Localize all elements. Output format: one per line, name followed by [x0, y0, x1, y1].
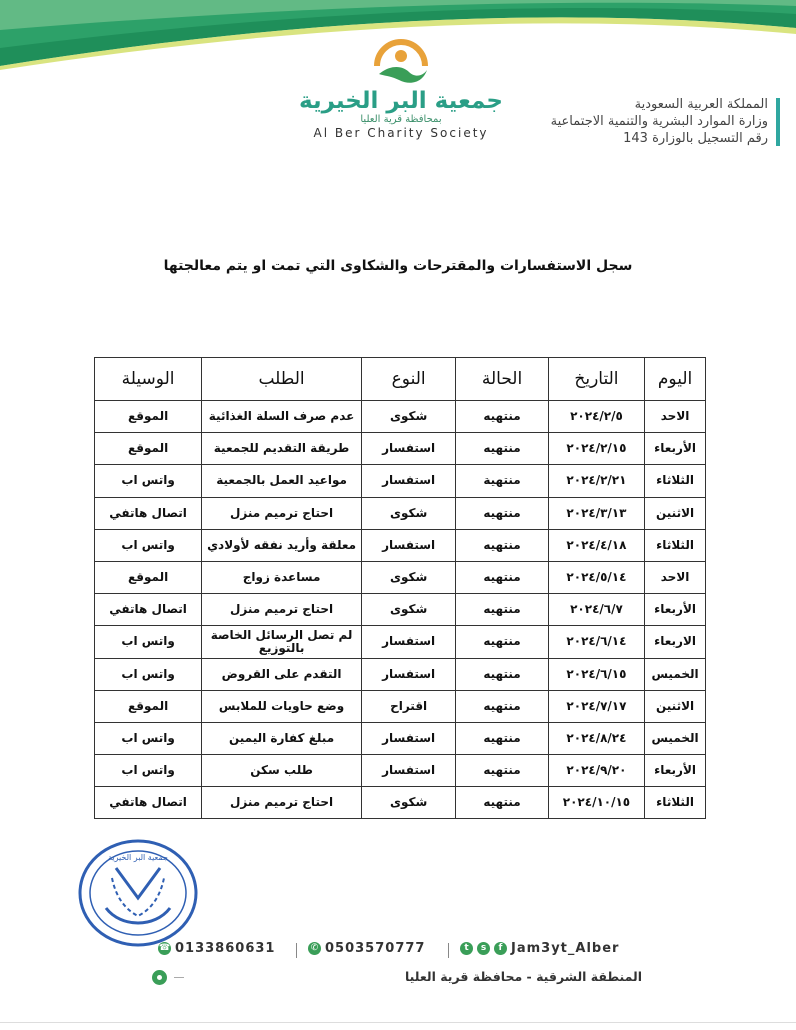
cell-type: استفسار	[361, 722, 455, 754]
cell-day: الأربعاء	[645, 433, 706, 465]
cell-request: طريقة التقديم للجمعية	[202, 433, 362, 465]
cell-day: الثلاثاء	[645, 465, 706, 497]
cell-status: منتهيه	[456, 433, 549, 465]
cell-type: شكوى	[361, 787, 455, 819]
header-request: الطلب	[202, 358, 362, 401]
table-row	[95, 465, 706, 497]
footer-divider	[174, 977, 184, 978]
cell-date: ٢٠٢٤/٦/١٥	[548, 658, 644, 690]
logo-english-name: Al Ber Charity Society	[313, 126, 489, 140]
header-channel: الوسيلة	[95, 358, 202, 401]
logo-emblem-icon	[369, 36, 433, 86]
cell-type: استفسار	[361, 465, 455, 497]
cell-day: الاربعاء	[645, 626, 706, 658]
table-header-row	[95, 358, 706, 401]
table-row	[95, 529, 706, 561]
cell-day: الخميس	[645, 722, 706, 754]
cell-status: منتهيه	[456, 626, 549, 658]
cell-request: مواعيد العمل بالجمعية	[202, 465, 362, 497]
cell-status: منتهيه	[456, 690, 549, 722]
stamp-text: جمعية البر الخيرية	[108, 853, 168, 862]
table-row	[95, 690, 706, 722]
charity-logo	[296, 36, 506, 154]
cell-day: الأربعاء	[645, 594, 706, 626]
cell-request: احتاج ترميم منزل	[202, 497, 362, 529]
table-row	[95, 658, 706, 690]
region-address: المنطقة الشرقية - محافظة قرية العليا	[404, 969, 642, 984]
ministry-info	[551, 96, 768, 147]
cell-channel: الموقع	[95, 690, 202, 722]
cell-channel: اتصال هاتفي	[95, 594, 202, 626]
cell-status: منتهيه	[456, 529, 549, 561]
header-date: التاريخ	[548, 358, 644, 401]
cell-request: مبلغ كفارة اليمين	[202, 722, 362, 754]
cell-type: استفسار	[361, 433, 455, 465]
cell-date: ٢٠٢٤/٤/١٨	[548, 529, 644, 561]
cell-status: منتهيه	[456, 497, 549, 529]
cell-request: احتاج ترميم منزل	[202, 787, 362, 819]
inquiries-table	[94, 357, 706, 819]
cell-status: منتهية	[456, 465, 549, 497]
cell-status: منتهيه	[456, 401, 549, 433]
cell-type: استفسار	[361, 755, 455, 787]
cell-date: ٢٠٢٤/٢/١٥	[548, 433, 644, 465]
cell-day: الثلاثاء	[645, 529, 706, 561]
cell-date: ٢٠٢٤/٩/٢٠	[548, 755, 644, 787]
cell-channel: واتس اب	[95, 626, 202, 658]
cell-status: منتهيه	[456, 658, 549, 690]
cell-date: ٢٠٢٤/٥/١٤	[548, 561, 644, 593]
cell-day: الاثنين	[645, 497, 706, 529]
footer-separator	[296, 943, 297, 958]
cell-channel: اتصال هاتفي	[95, 497, 202, 529]
table-row	[95, 755, 706, 787]
cell-request: وضع حاويات للملابس	[202, 690, 362, 722]
table-row	[95, 787, 706, 819]
cell-date: ٢٠٢٤/٨/٢٤	[548, 722, 644, 754]
cell-request: لم تصل الرسائل الخاصة بالتوزيع	[202, 626, 362, 658]
table-row	[95, 722, 706, 754]
phone-contact	[158, 941, 275, 956]
cell-request: طلب سكن	[202, 755, 362, 787]
footer-region	[152, 968, 642, 988]
cell-type: شكوى	[361, 497, 455, 529]
phone-icon: ☎	[158, 943, 171, 953]
mobile-contact	[308, 941, 425, 956]
table-row	[95, 433, 706, 465]
cell-type: استفسار	[361, 658, 455, 690]
page-bottom-line	[0, 1022, 796, 1023]
whatsapp-icon: ✆	[308, 942, 321, 955]
social-contact	[460, 941, 619, 956]
twitter-icon: t	[460, 942, 473, 955]
table-row	[95, 626, 706, 658]
cell-request: احتاج ترميم منزل	[202, 594, 362, 626]
cell-date: ٢٠٢٤/٧/١٧	[548, 690, 644, 722]
cell-status: منتهيه	[456, 561, 549, 593]
cell-type: شكوى	[361, 401, 455, 433]
cell-date: ٢٠٢٤/٦/١٤	[548, 626, 644, 658]
document-title: سجل الاستفسارات والمقترحات والشكاوى التي تمت او يتم معالجتها	[163, 258, 633, 274]
cell-date: ٢٠٢٤/٢/٢١	[548, 465, 644, 497]
cell-channel: الموقع	[95, 561, 202, 593]
snapchat-icon: s	[477, 942, 490, 955]
social-handle: Jam3yt_Alber	[511, 941, 620, 956]
cell-channel: اتصال هاتفي	[95, 787, 202, 819]
cell-type: شكوى	[361, 594, 455, 626]
cell-status: منتهيه	[456, 594, 549, 626]
cell-channel: واتس اب	[95, 722, 202, 754]
cell-date: ٢٠٢٤/٣/١٣	[548, 497, 644, 529]
location-pin-icon	[152, 970, 167, 985]
official-stamp	[76, 838, 200, 948]
cell-channel: واتس اب	[95, 465, 202, 497]
cell-request: عدم صرف السلة الغذائية	[202, 401, 362, 433]
cell-channel: واتس اب	[95, 529, 202, 561]
cell-date: ٢٠٢٤/١٠/١٥	[548, 787, 644, 819]
ministry-country: المملكة العربية السعودية	[634, 97, 768, 112]
footer-contacts	[158, 941, 638, 961]
cell-channel: الموقع	[95, 401, 202, 433]
ministry-name: وزارة الموارد البشرية والتنمية الاجتماعية	[550, 114, 768, 129]
table-row	[95, 561, 706, 593]
cell-channel: واتس اب	[95, 658, 202, 690]
ministry-registration: رقم التسجيل بالوزارة 143	[623, 131, 768, 146]
cell-day: الاحد	[645, 561, 706, 593]
mobile-number: 0503570777	[325, 941, 426, 956]
header-day: اليوم	[645, 358, 706, 401]
phone-number: 0133860631	[175, 941, 276, 956]
cell-date: ٢٠٢٤/٢/٥	[548, 401, 644, 433]
logo-arabic-subtitle: بمحافظة قرية العليا	[360, 114, 442, 125]
cell-status: منتهيه	[456, 787, 549, 819]
cell-status: منتهيه	[456, 722, 549, 754]
cell-channel: الموقع	[95, 433, 202, 465]
logo-arabic-name: جمعية البر الخيرية	[299, 88, 503, 114]
cell-day: الاثنين	[645, 690, 706, 722]
table-row	[95, 497, 706, 529]
cell-day: الثلاثاء	[645, 787, 706, 819]
table-row	[95, 594, 706, 626]
header-type: النوع	[361, 358, 455, 401]
cell-date: ٢٠٢٤/٦/٧	[548, 594, 644, 626]
cell-day: الاحد	[645, 401, 706, 433]
facebook-icon: f	[494, 942, 507, 955]
cell-type: استفسار	[361, 529, 455, 561]
cell-request: التقدم على القروض	[202, 658, 362, 690]
ministry-accent-bar	[776, 98, 780, 146]
cell-type: استفسار	[361, 626, 455, 658]
table-row	[95, 401, 706, 433]
cell-type: اقتراح	[361, 690, 455, 722]
cell-request: معلقة وأريد نفقه لأولادي	[202, 529, 362, 561]
cell-day: الأربعاء	[645, 755, 706, 787]
cell-day: الخميس	[645, 658, 706, 690]
cell-type: شكوى	[361, 561, 455, 593]
cell-channel: واتس اب	[95, 755, 202, 787]
header-status: الحالة	[456, 358, 549, 401]
footer-separator	[448, 943, 449, 958]
cell-request: مساعدة زواج	[202, 561, 362, 593]
cell-status: منتهيه	[456, 755, 549, 787]
